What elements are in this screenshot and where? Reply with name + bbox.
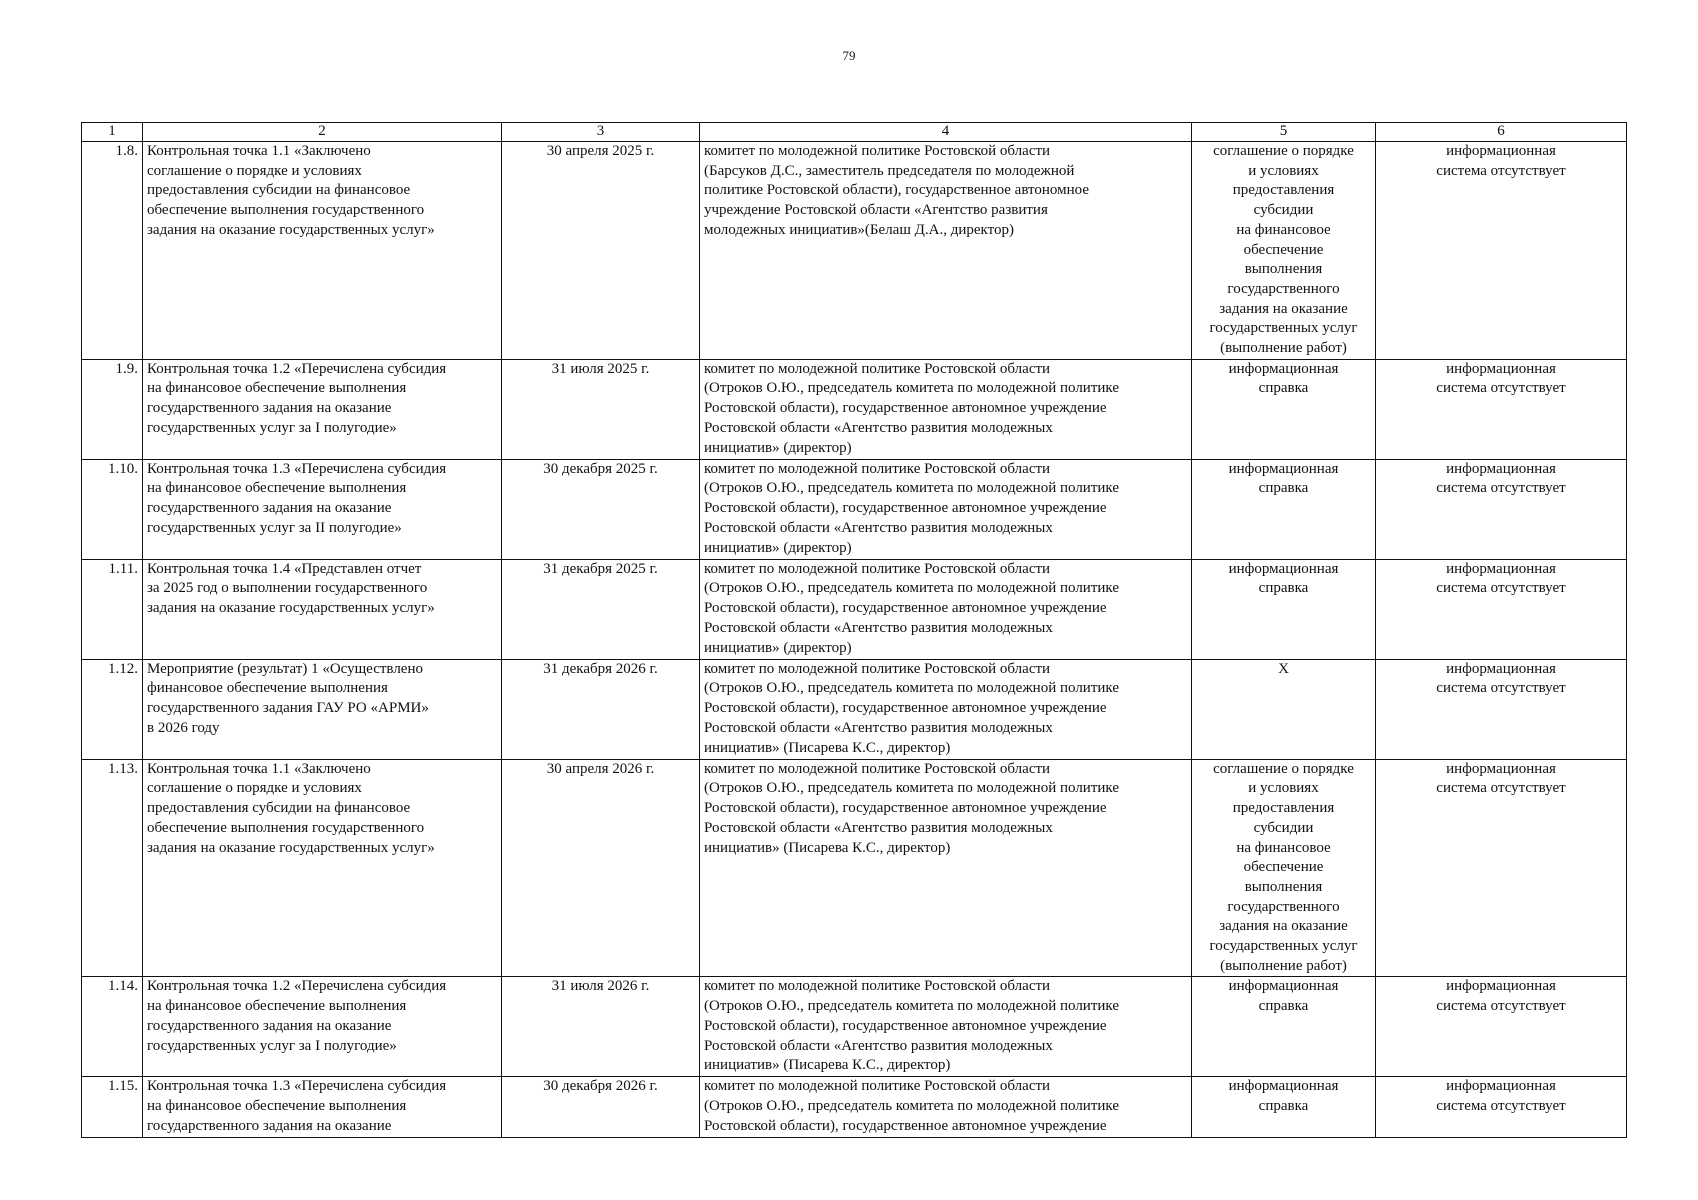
- row-responsible: комитет по молодежной политике Ростовской области (Отроков О.Ю., председатель комитета по молодежной политике Ростовской области), государственное автономное учреждение Ростовской области «Агентство развития молодежных инициатив» (директор): [700, 559, 1192, 659]
- table-row: [82, 359, 1627, 459]
- row-number: 1.11.: [82, 559, 143, 659]
- column-header: 2: [143, 123, 502, 142]
- column-header: 4: [700, 123, 1192, 142]
- row-responsible: комитет по молодежной политике Ростовской области (Отроков О.Ю., председатель комитета по молодежной политике Ростовской области), государственное автономное учреждение Ростовской области «Агентство развития молодежных инициатив» (Писарева К.С., директор): [700, 659, 1192, 759]
- row-date: 30 апреля 2025 г.: [502, 142, 700, 360]
- row-system: информационная система отсутствует: [1376, 459, 1627, 559]
- table-row: [82, 759, 1627, 977]
- column-header: 5: [1192, 123, 1376, 142]
- row-date: 31 июля 2026 г.: [502, 977, 700, 1077]
- row-number: 1.15.: [82, 1077, 143, 1137]
- row-document: информационная справка: [1192, 459, 1376, 559]
- column-header: 3: [502, 123, 700, 142]
- column-number-row: [82, 123, 1627, 142]
- row-system: информационная система отсутствует: [1376, 659, 1627, 759]
- row-number: 1.9.: [82, 359, 143, 459]
- table-row: [82, 559, 1627, 659]
- table-row: [82, 142, 1627, 360]
- row-date: 30 декабря 2026 г.: [502, 1077, 700, 1137]
- row-title: Мероприятие (результат) 1 «Осуществлено финансовое обеспечение выполнения государственного задания ГАУ РО «АРМИ» в 2026 году: [143, 659, 502, 759]
- row-document: информационная справка: [1192, 977, 1376, 1077]
- row-responsible: комитет по молодежной политике Ростовской области (Отроков О.Ю., председатель комитета по молодежной политике Ростовской области), государственное автономное учреждение Ростовской области «Агентство развития молодежных инициатив» (Писарева К.С., директор): [700, 977, 1192, 1077]
- row-title: Контрольная точка 1.2 «Перечислена субсидия на финансовое обеспечение выполнения государственного задания на оказание государственных услуг за I полугодие»: [143, 977, 502, 1077]
- row-title: Контрольная точка 1.2 «Перечислена субсидия на финансовое обеспечение выполнения государственного задания на оказание государственных услуг за I полугодие»: [143, 359, 502, 459]
- row-responsible: комитет по молодежной политике Ростовской области (Барсуков Д.С., заместитель председателя по молодежной политике Ростовской области), государственное автономное учреждение Ростовской области «Агентство развития молодежных инициатив»(Белаш Д.А., директор): [700, 142, 1192, 360]
- row-title: Контрольная точка 1.4 «Представлен отчет за 2025 год о выполнении государственного задания на оказание государственных услуг»: [143, 559, 502, 659]
- row-document: соглашение о порядке и условиях предоставления субсидии на финансовое обеспечение выполнения государственного задания на оказание государственных услуг (выполнение работ): [1192, 142, 1376, 360]
- row-title: Контрольная точка 1.1 «Заключено соглашение о порядке и условиях предоставления субсидии на финансовое обеспечение выполнения государственного задания на оказание государственных услуг»: [143, 759, 502, 977]
- row-date: 31 июля 2025 г.: [502, 359, 700, 459]
- row-document: Х: [1192, 659, 1376, 759]
- row-system: информационная система отсутствует: [1376, 759, 1627, 977]
- row-title: Контрольная точка 1.1 «Заключено соглашение о порядке и условиях предоставления субсидии на финансовое обеспечение выполнения государственного задания на оказание государственных услуг»: [143, 142, 502, 360]
- row-date: 30 апреля 2026 г.: [502, 759, 700, 977]
- row-title: Контрольная точка 1.3 «Перечислена субсидия на финансовое обеспечение выполнения государственного задания на оказание: [143, 1077, 502, 1137]
- row-document: информационная справка: [1192, 1077, 1376, 1137]
- row-number: 1.10.: [82, 459, 143, 559]
- row-date: 31 декабря 2025 г.: [502, 559, 700, 659]
- row-system: информационная система отсутствует: [1376, 1077, 1627, 1137]
- row-system: информационная система отсутствует: [1376, 977, 1627, 1077]
- table-row: [82, 659, 1627, 759]
- page-number: 79: [842, 48, 856, 63]
- row-system: информационная система отсутствует: [1376, 142, 1627, 360]
- row-date: 30 декабря 2025 г.: [502, 459, 700, 559]
- row-document: информационная справка: [1192, 359, 1376, 459]
- table-row: [82, 459, 1627, 559]
- row-document: информационная справка: [1192, 559, 1376, 659]
- row-title: Контрольная точка 1.3 «Перечислена субсидия на финансовое обеспечение выполнения государственного задания на оказание государственных услуг за II полугодие»: [143, 459, 502, 559]
- row-responsible: комитет по молодежной политике Ростовской области (Отроков О.Ю., председатель комитета по молодежной политике Ростовской области), государственное автономное учреждение Ростовской области «Агентство развития молодежных инициатив» (директор): [700, 359, 1192, 459]
- row-number: 1.14.: [82, 977, 143, 1077]
- row-number: 1.12.: [82, 659, 143, 759]
- column-header: 6: [1376, 123, 1627, 142]
- row-responsible: комитет по молодежной политике Ростовской области (Отроков О.Ю., председатель комитета по молодежной политике Ростовской области), государственное автономное учреждение Ростовской области «Агентство развития молодежных инициатив» (директор): [700, 459, 1192, 559]
- row-document: соглашение о порядке и условиях предоставления субсидии на финансовое обеспечение выполнения государственного задания на оказание государственных услуг (выполнение работ): [1192, 759, 1376, 977]
- row-system: информационная система отсутствует: [1376, 559, 1627, 659]
- column-header: 1: [82, 123, 143, 142]
- row-date: 31 декабря 2026 г.: [502, 659, 700, 759]
- row-responsible: комитет по молодежной политике Ростовской области (Отроков О.Ю., председатель комитета по молодежной политике Ростовской области), государственное автономное учреждение: [700, 1077, 1192, 1137]
- row-number: 1.13.: [82, 759, 143, 977]
- table-row: [82, 977, 1627, 1077]
- row-responsible: комитет по молодежной политике Ростовской области (Отроков О.Ю., председатель комитета по молодежной политике Ростовской области), государственное автономное учреждение Ростовской области «Агентство развития молодежных инициатив» (Писарева К.С., директор): [700, 759, 1192, 977]
- row-number: 1.8.: [82, 142, 143, 360]
- row-system: информационная система отсутствует: [1376, 359, 1627, 459]
- control-points-table: [81, 122, 1627, 1138]
- table-row: [82, 1077, 1627, 1137]
